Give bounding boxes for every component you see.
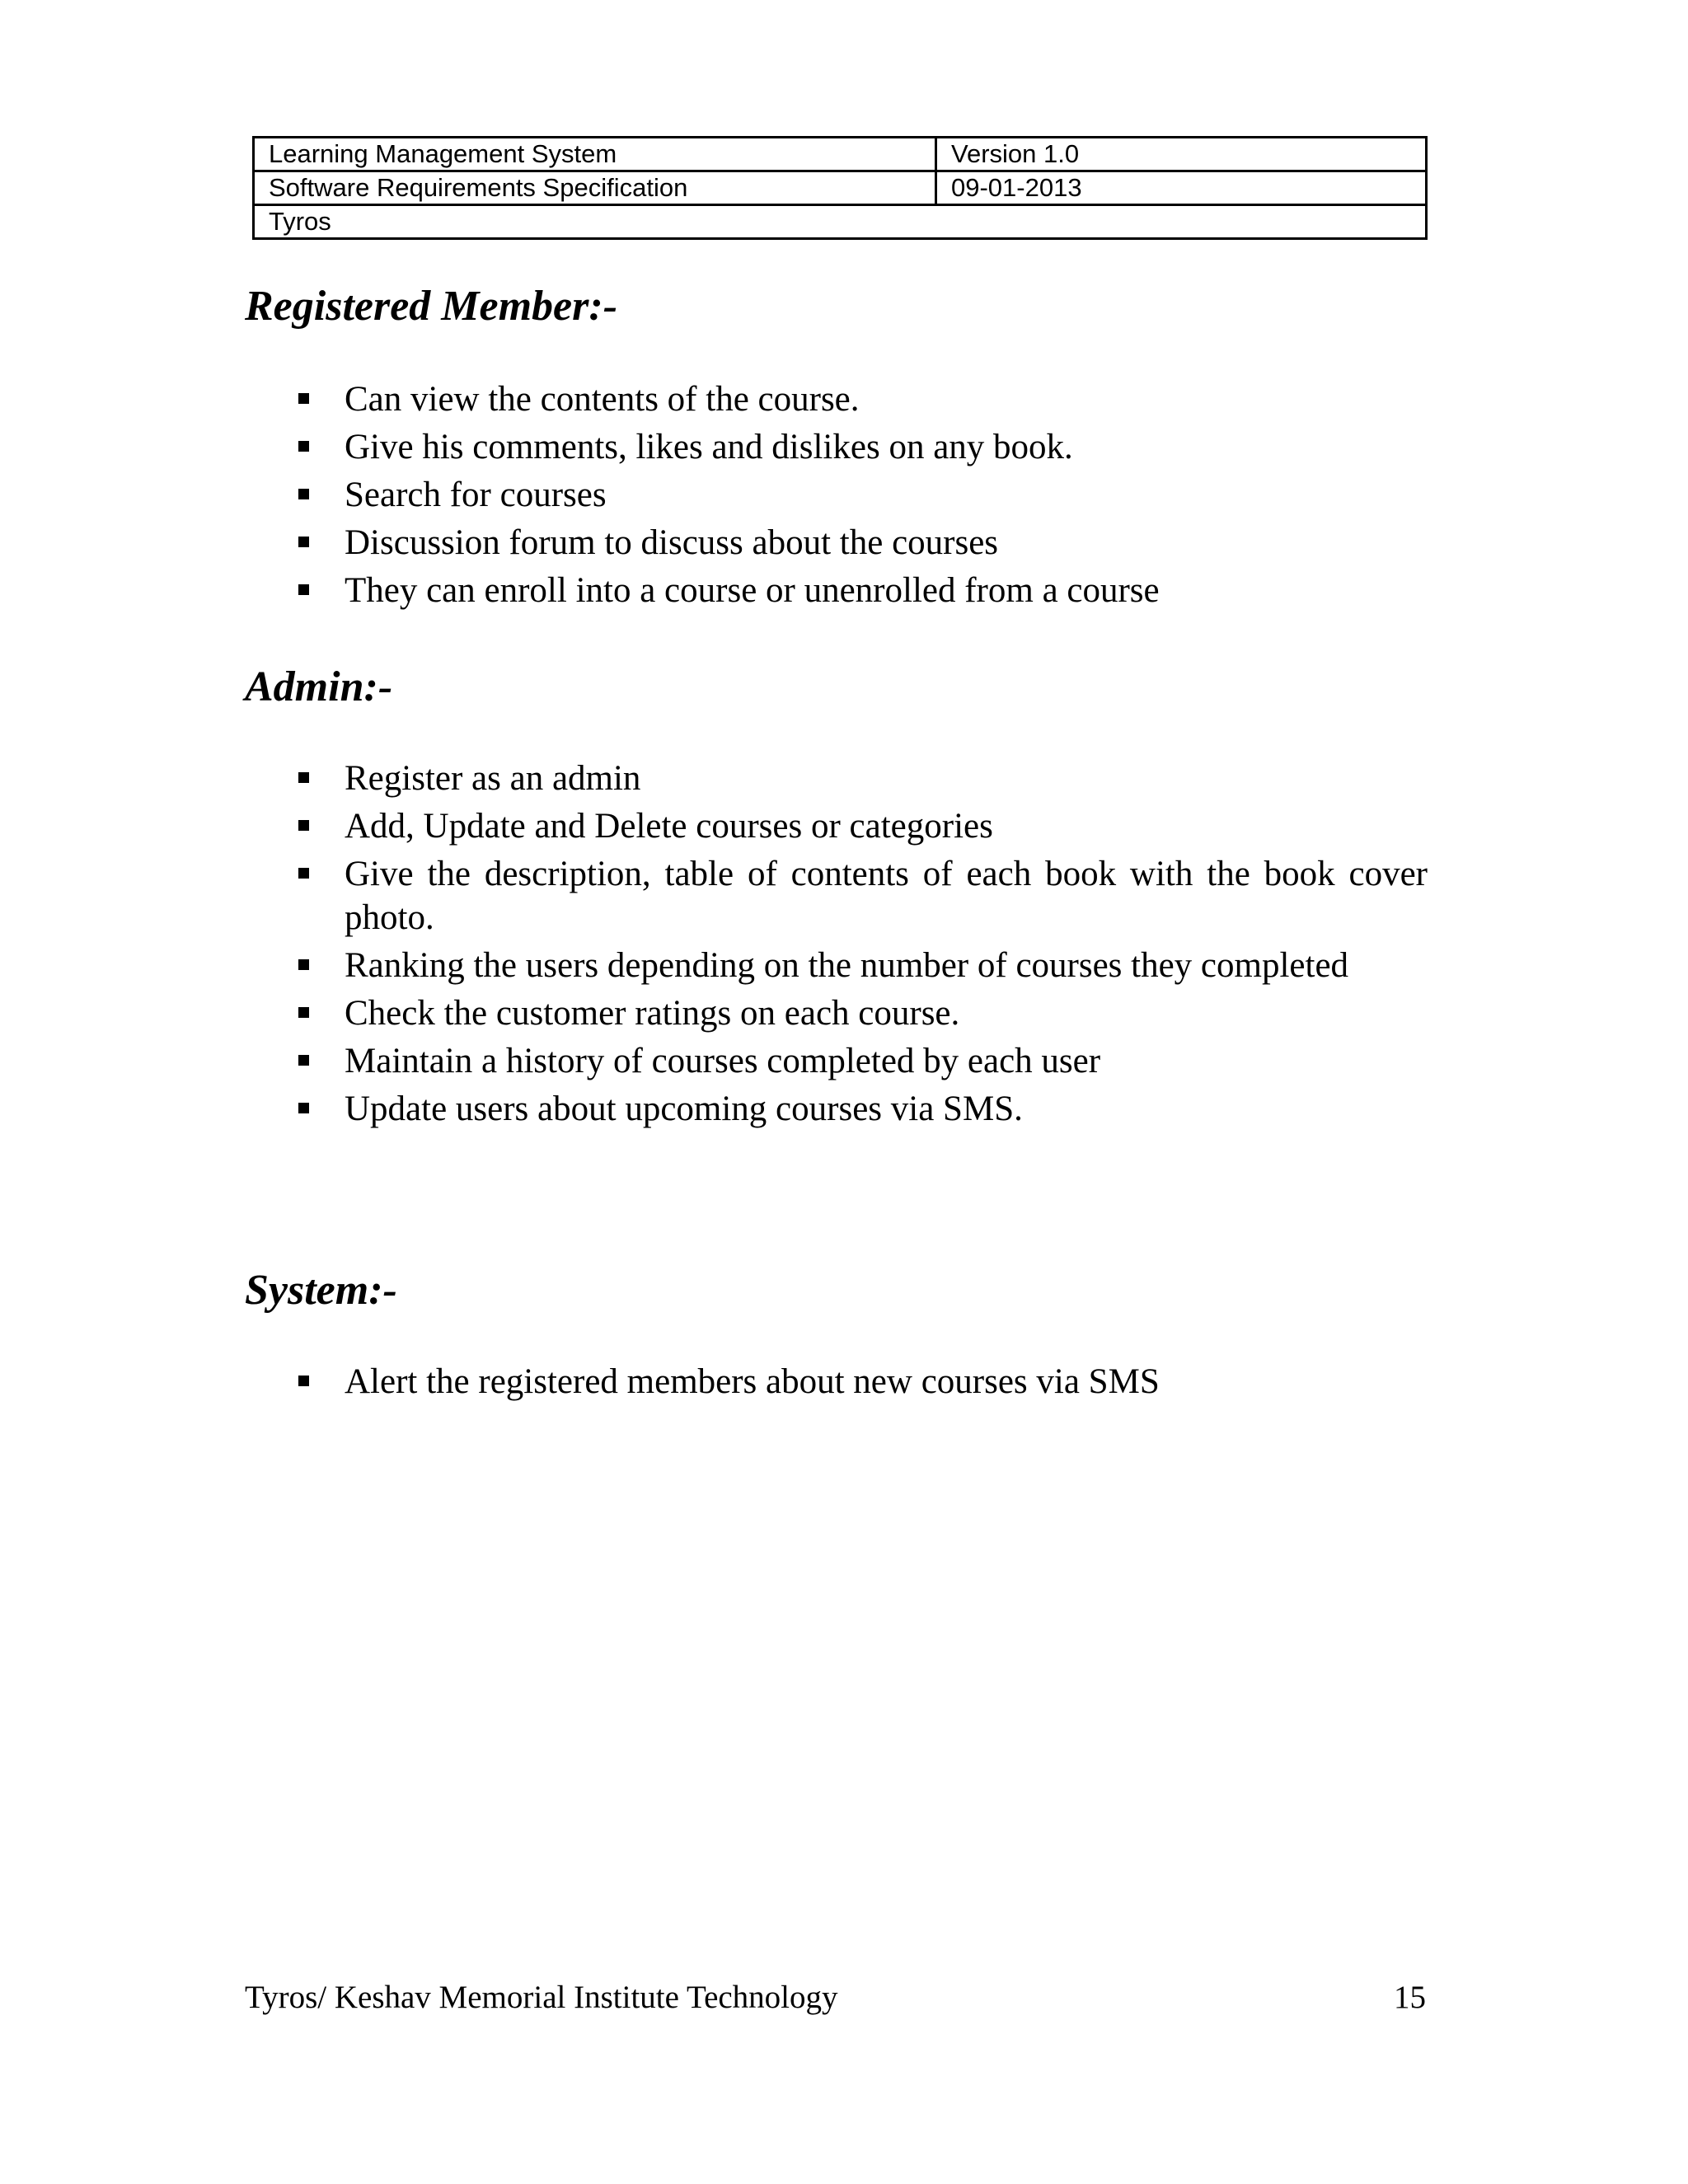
list-item-text: They can enroll into a course or unenrolled from a course	[345, 571, 1160, 610]
list-item	[297, 377, 1428, 421]
list-item	[297, 944, 1428, 987]
square-bullet-icon	[298, 489, 309, 499]
square-bullet-icon	[298, 441, 309, 452]
square-bullet-icon	[298, 820, 309, 831]
section-title-admin: Admin:-	[245, 663, 393, 710]
list-item-text: Can view the contents of the course.	[345, 380, 860, 419]
header-version: Version 1.0	[936, 138, 1427, 171]
header-row	[254, 171, 1427, 205]
list-item-text: Add, Update and Delete courses or categories	[345, 807, 993, 846]
footer-institute: Tyros/ Keshav Memorial Institute Technology	[245, 1980, 838, 2015]
square-bullet-icon	[298, 537, 309, 547]
list-item-text: Alert the registered members about new courses via SMS	[345, 1362, 1160, 1401]
list-item	[297, 757, 1428, 800]
square-bullet-icon	[298, 772, 309, 783]
header-document-type: Software Requirements Specification	[254, 171, 936, 205]
page-number: 15	[1394, 1980, 1426, 2015]
list-item	[297, 1087, 1428, 1131]
section-title-registered-member: Registered Member:-	[245, 283, 618, 330]
section-title-system: System:-	[245, 1267, 397, 1314]
list-item-text: Ranking the users depending on the number of courses they completed	[345, 946, 1349, 985]
list-item	[297, 1360, 1428, 1404]
header-date: 09-01-2013	[936, 171, 1427, 205]
header-team: Tyros	[254, 205, 1427, 239]
list-item	[297, 521, 1428, 565]
square-bullet-icon	[298, 1007, 309, 1018]
list-item-text: Give the description, table of contents of each book with the book cover photo.	[345, 855, 1428, 937]
document-header-table	[252, 136, 1428, 240]
square-bullet-icon	[298, 1376, 309, 1386]
list-item	[297, 804, 1428, 848]
registered-member-list	[297, 377, 1428, 616]
square-bullet-icon	[298, 584, 309, 595]
square-bullet-icon	[298, 959, 309, 970]
header-row	[254, 205, 1427, 239]
square-bullet-icon	[298, 868, 309, 879]
list-item	[297, 569, 1428, 612]
header-project-name: Learning Management System	[254, 138, 936, 171]
header-row	[254, 138, 1427, 171]
list-item-text: Update users about upcoming courses via SMS.	[345, 1090, 1023, 1128]
list-item-text: Discussion forum to discuss about the courses	[345, 523, 999, 562]
list-item	[297, 425, 1428, 469]
square-bullet-icon	[298, 1055, 309, 1066]
list-item-text: Register as an admin	[345, 759, 641, 798]
system-list	[297, 1360, 1428, 1408]
square-bullet-icon	[298, 1103, 309, 1113]
list-item-text: Give his comments, likes and dislikes on any book.	[345, 428, 1073, 466]
list-item	[297, 1039, 1428, 1083]
admin-list	[297, 757, 1428, 1135]
list-item	[297, 473, 1428, 517]
list-item-text: Search for courses	[345, 476, 607, 514]
list-item-text: Maintain a history of courses completed by each user	[345, 1042, 1101, 1080]
square-bullet-icon	[298, 393, 309, 404]
list-item-text: Check the customer ratings on each course.	[345, 994, 960, 1033]
list-item	[297, 852, 1428, 940]
list-item	[297, 991, 1428, 1035]
